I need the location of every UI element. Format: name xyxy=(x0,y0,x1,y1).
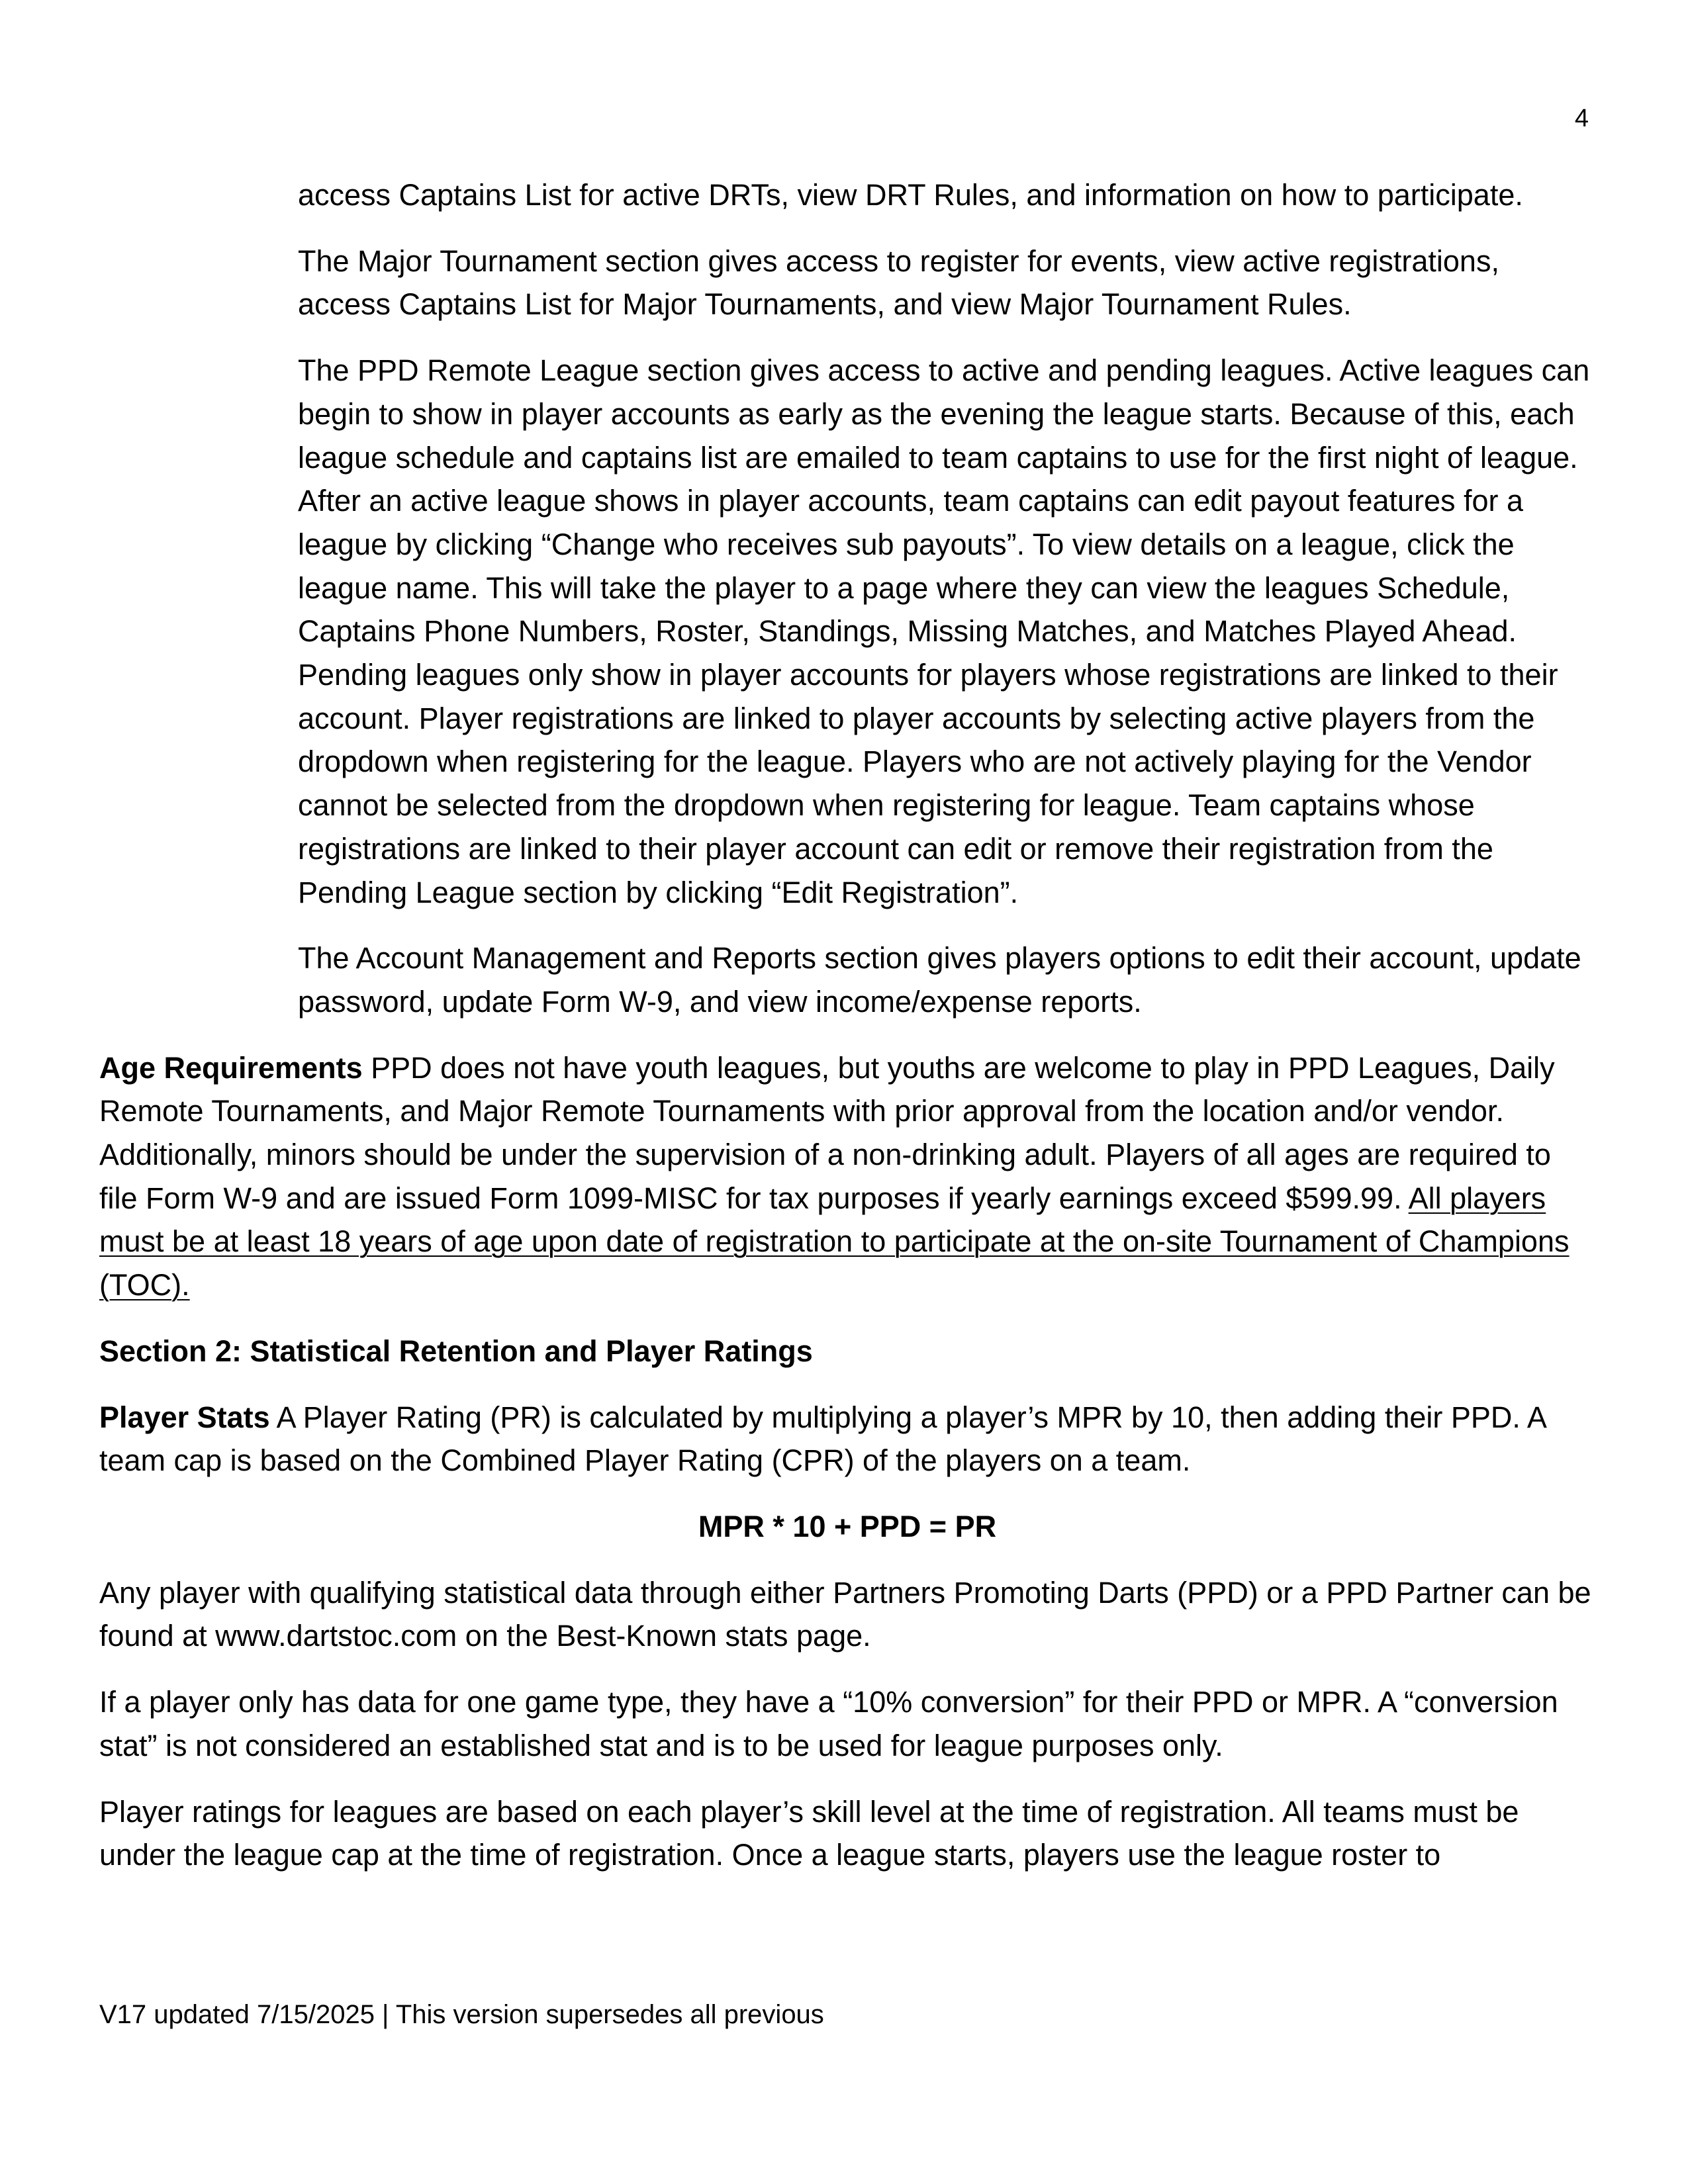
section-heading: Section 2: Statistical Retention and Player Ratings xyxy=(99,1334,813,1368)
footer-version: V17 updated 7/15/2025 | This version supersedes all previous xyxy=(99,2000,824,2029)
conversion-paragraph: If a player only has data for one game type, they have a “10% conversion” for their PPD or MPR. A “conversion stat” is not considered an established stat and is to be used for league purposes only. xyxy=(99,1685,1558,1762)
document-body xyxy=(99,173,1595,1899)
player-stats-paragraph xyxy=(99,1396,1595,1482)
age-requirements-paragraph xyxy=(99,1046,1595,1307)
player-stats-body: A Player Rating (PR) is calculated by multiplying a player’s MPR by 10, then adding their PPD. A team cap is based on the Combined Player Rating (CPR) of the players on a team. xyxy=(99,1400,1546,1478)
age-requirements-body: PPD does not have youth leagues, but youths are welcome to play in PPD Leagues, Daily Remote Tournaments, and Major Remote Tournaments with prior approval from the location and/or vendor. Additionally, minors should be under the supervision of a non-drinking adult. Players of all ages are required to file Form W-9 and are issued Form 1099-MISC for tax purposes if yearly earnings exceed $599.99. xyxy=(99,1050,1555,1215)
toc-age-rule: All players must be at least 18 years of age upon date of registration to participate at the on-site Tournament of Champions (TOC). xyxy=(99,1181,1570,1302)
player-stats-lead: Player Stats xyxy=(99,1400,270,1434)
account-management-paragraph: The Account Management and Reports section gives players options to edit their account, update password, update Form W-9, and view income/expense reports. xyxy=(298,941,1581,1019)
stats-location-paragraph: Any player with qualifying statistical data through either Partners Promoting Darts (PPD) or a PPD Partner can be found at www.dartstoc.com on the Best-Known stats page. xyxy=(99,1575,1591,1653)
remote-league-paragraph: The PPD Remote League section gives access to active and pending leagues. Active leagues can begin to show in player accounts as early as the evening the league starts. Because of this, each league schedule and captains list are emailed to team captains to use for the first night of league. After an active league shows in player accounts, team captains can edit payout features for a league by clicking “Change who receives sub payouts”. To view details on a league, click the league name. This will take the player to a page where they can view the leagues Schedule, Captains Phone Numbers, Roster, Standings, Missing Matches, and Matches Played Ahead. Pending leagues only show in player accounts for players whose registrations are linked to their account. Player registrations are linked to player accounts by selecting active players from the dropdown when registering for the league. Players who are not actively playing for the Vendor cannot be selected from the dropdown when registering for league. Team captains whose registrations are linked to their player account can edit or remove their registration from the Pending League section by clicking “Edit Registration”. xyxy=(298,353,1590,909)
page-number: 4 xyxy=(1574,105,1589,132)
ratings-leagues-paragraph: Player ratings for leagues are based on each player’s skill level at the time of registration. All teams must be under the league cap at the time of registration. Once a league starts, players use the league roster to xyxy=(99,1794,1519,1872)
major-tournament-paragraph: The Major Tournament section gives access to register for events, view active registrations, access Captains List for Major Tournaments, and view Major Tournament Rules. xyxy=(298,244,1499,322)
rating-formula: MPR * 10 + PPD = PR xyxy=(698,1509,997,1543)
drt-continuation-paragraph: access Captains List for active DRTs, view DRT Rules, and information on how to participate. xyxy=(298,178,1523,212)
age-requirements-lead: Age Requirements xyxy=(99,1050,363,1085)
